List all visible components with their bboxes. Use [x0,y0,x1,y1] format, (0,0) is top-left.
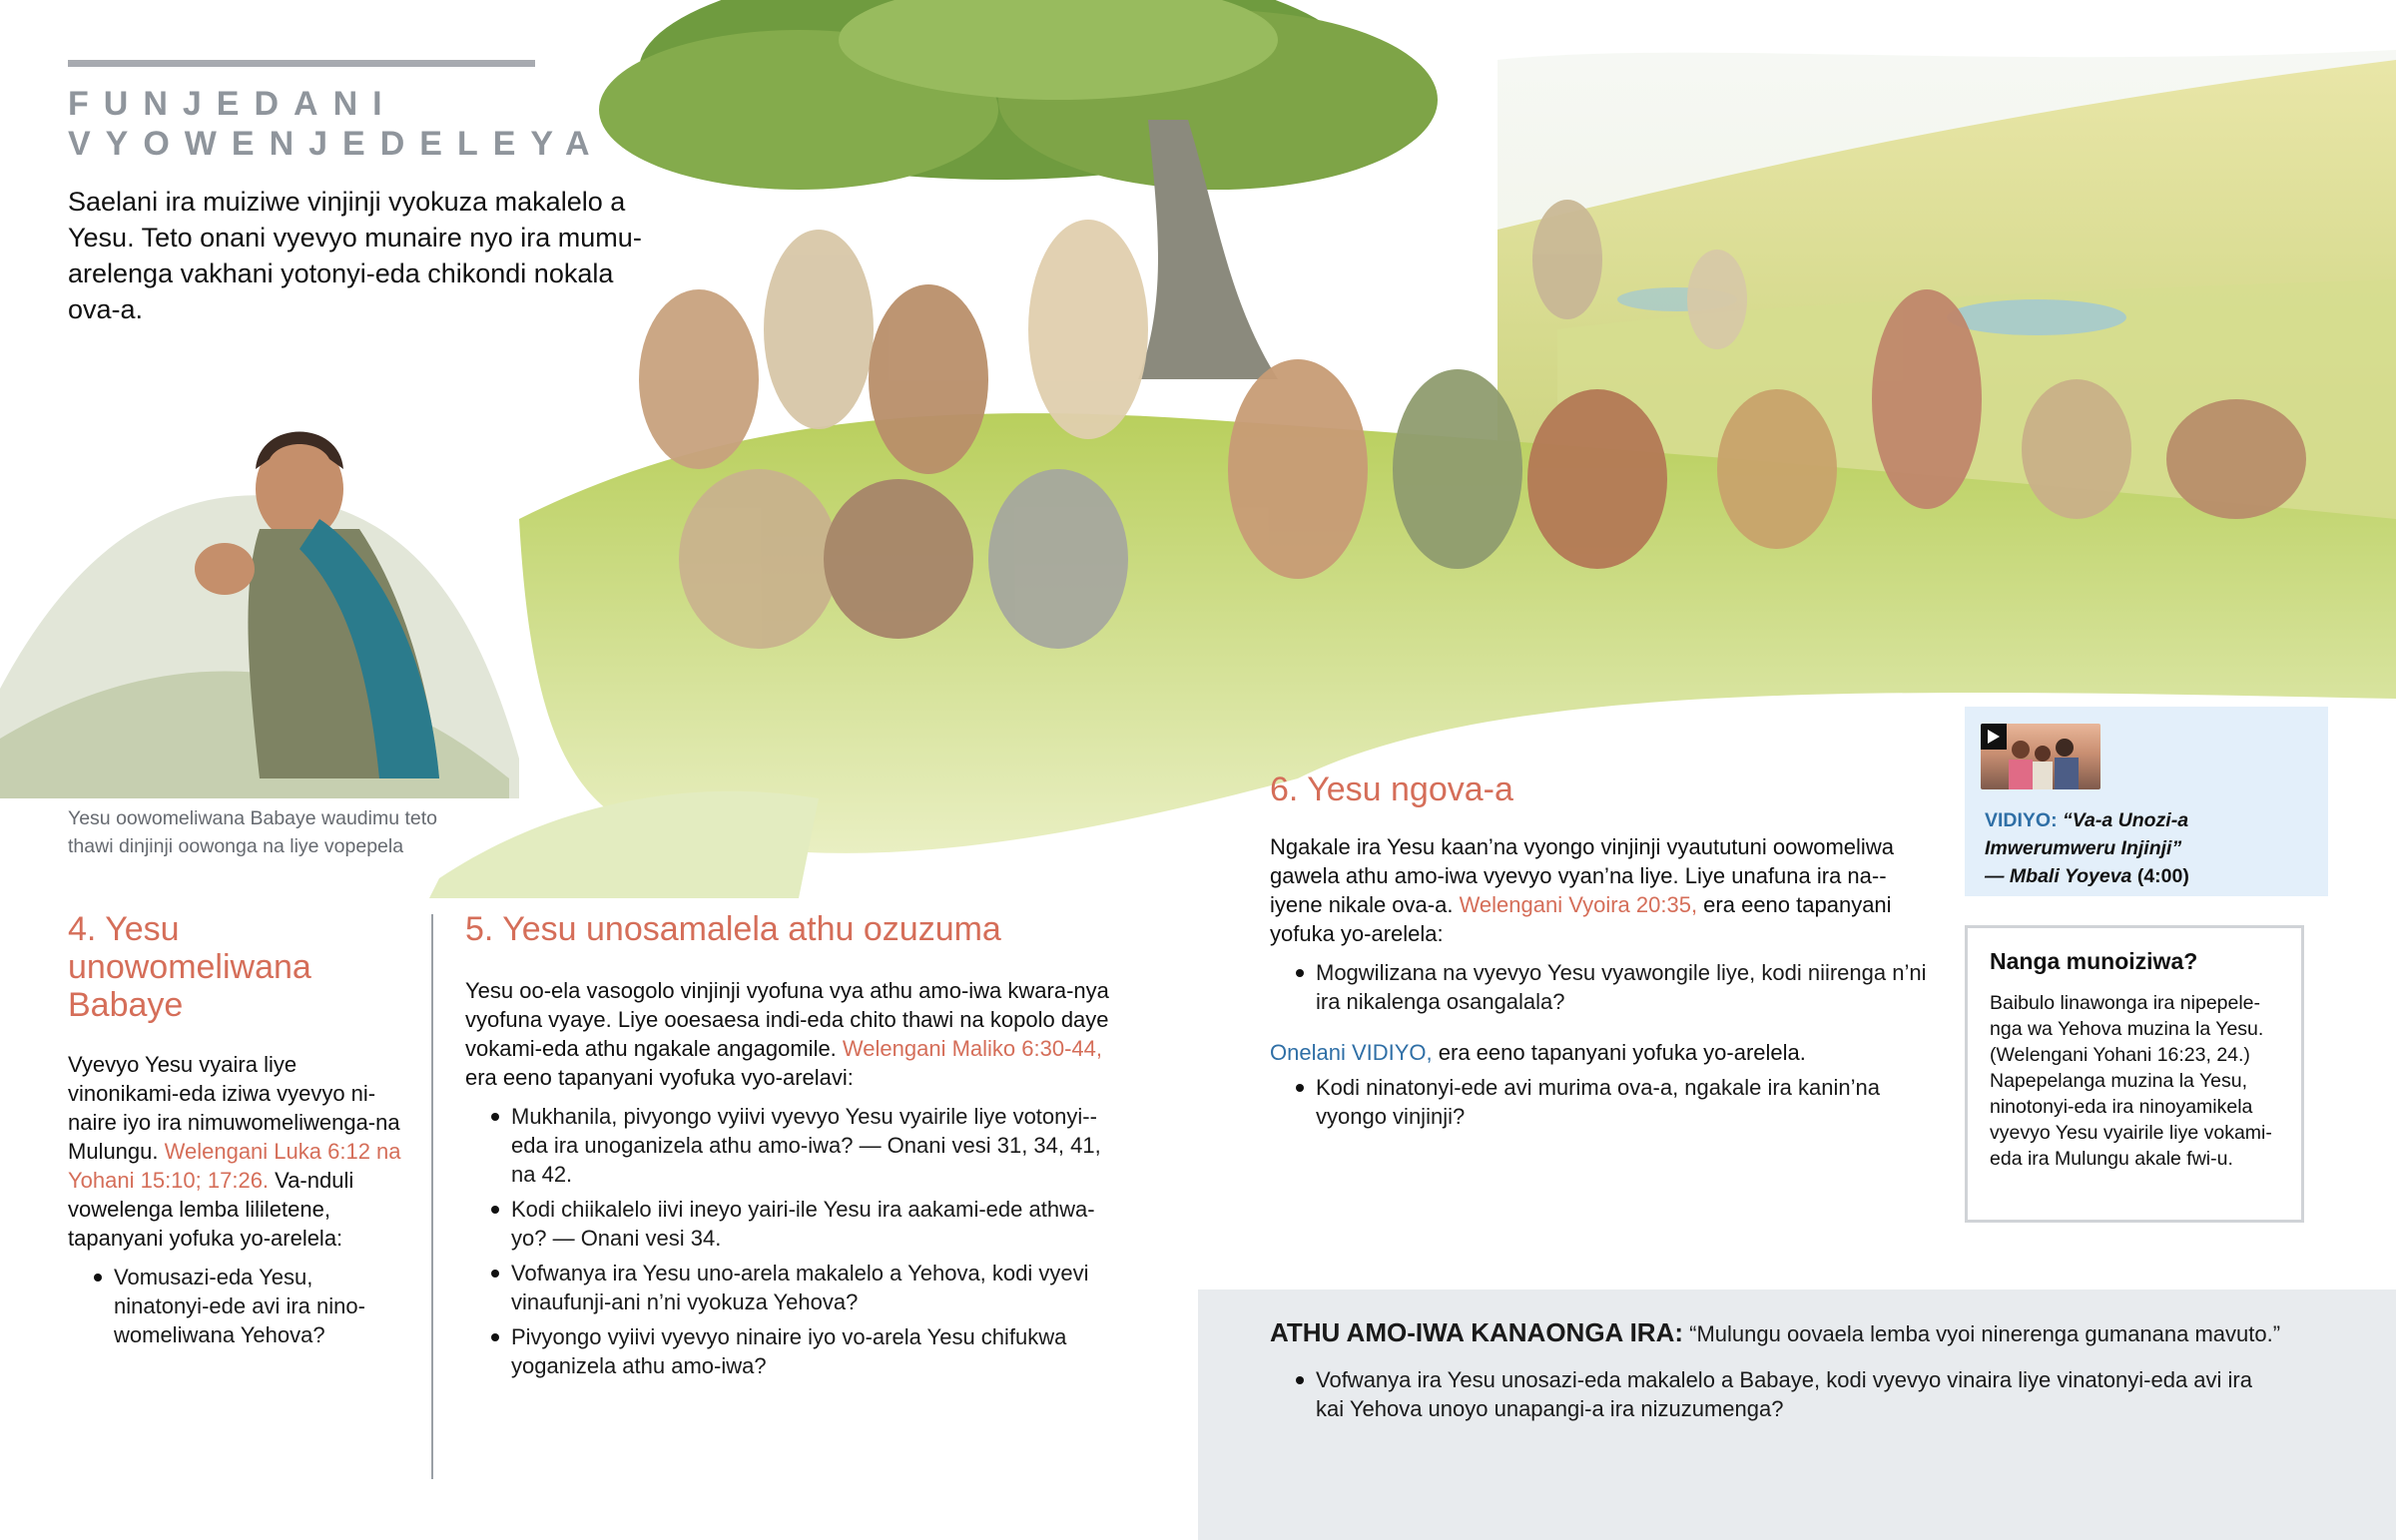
section-5 [465,910,1124,1380]
question-item: Pivyongo vyiivi vyevyo ninaire iyo vo-arela Yesu chifukwa yoganizela athu amo-iwa? [465,1322,1124,1380]
illustration-caption: Yesu oowomeliwana Babaye waudimu teto thawi dinjinji oowonga na liye vopepela [68,807,438,857]
video-box[interactable] [1965,707,2328,896]
others-say-box [1198,1289,2396,1540]
did-you-know-body: Baibulo linawonga ira nipepele-nga wa Yehova muzina la Yesu. (Welengani Yohani 16:23, 24.) Napepelanga muzina la Yesu, ninotonyi-eda ira ninoyamikela vyevyo Yesu vyairile liye vokami-eda ira Mulungu akale fwi-u. [1990,992,2272,1170]
question-item: Vofwanya ira Yesu uno-arela makalelo a Yehova, kodi vyevi vinaufunji-ani n’ni vyokuza Yehova? [465,1259,1124,1316]
section-5-questions [465,1102,1124,1380]
section-6-body: Ngakale ira Yesu kaan’na vyongo vinjinji vyaututuni oowomeliwa gawela athu amo-iwa vyevyo vyan’na liye. Liye unafuna ira na--iyene nikale ova-a. Welengani Vyoira 20:35, era eeno tapanyani yofuka yo-arelela: [1270,834,1894,946]
play-icon[interactable] [1981,724,2007,750]
video-thumbnail[interactable] [1981,724,2100,789]
section-4-heading: 4. Yesu unowomeliwana Babaye [68,910,311,1024]
section-4-body: Vyevyo Yesu vyaira liye vinonikami-eda iziwa vyevyo ni-naire iyo ira nimuwomeliwenga-na Mulungu. Welengani Luka 6:12 na Yohani 15:10; 17:26. Va-nduli vowelenga lemba lililetene, tapanyani yofuka yo-arelela: [68,1052,401,1251]
video-prompt-link[interactable]: Onelani VIDIYO, [1270,1040,1433,1065]
question-item: Vomusazi-eda Yesu, ninatonyi-ede avi ira nino-womeliwana Yehova? [68,1263,407,1349]
section-5-heading: 5. Yesu unosamalela athu ozuzuma [465,910,1001,948]
section-5-body: Yesu oo-ela vasogolo vinjinji vyofuna vya athu amo-iwa kwara-nya vyofuna vyaye. Liye ooesaesa indi-eda chito thawi na kopolo daye vokami-eda athu ngakale angagomile. Welengani Maliko 6:30-44, era eeno tapanyani vyofuka vyo-arelavi: [465,978,1109,1090]
section-5-scripture-link[interactable]: Welengani Maliko 6:30-44, [842,1036,1103,1061]
section-4 [68,910,407,1349]
video-label: VIDIYO: [1985,809,2058,831]
question-item: Vofwanya ira Yesu unosazi-eda makalelo a Babaye, kodi vyevyo vinaira liye vinatonyi-eda avi ira kai Yehova unoyo unapangi-a ira nizuzumenga? [1270,1365,2278,1423]
section-6-video-questions [1270,1073,1939,1131]
section-6-heading: 6. Yesu ngova-a [1270,770,1513,808]
others-say-quote: “Mulungu oovaela lemba vyoi ninerenga gumanana mavuto.” [1683,1321,2281,1346]
others-say-label: ATHU AMO-IWA KANAONGA IRA: [1270,1317,1684,1347]
video-duration: (4:00) [2136,865,2189,887]
section-6-questions [1270,958,1939,1016]
section-4-scripture-link[interactable]: Welengani Luka 6:12 na Yohani 15:10; 17:26. [68,1139,401,1193]
column-divider [431,914,433,1479]
did-you-know-title: Nanga munoiziwa? [1990,948,2198,974]
video-subtitle: — Mbali Yoyeva [1985,865,2132,887]
section-6-video-prompt: Onelani VIDIYO, era eeno tapanyani yofuka yo-arelela. [1270,1040,1806,1065]
series-title-line2: VYOWENJEDELEYA [68,125,605,163]
question-item: Mogwilizana na vyevyo Yesu vyawongile liye, kodi niirenga n’ni ira nikalenga osangalala? [1270,958,1939,1016]
header-rule [68,60,535,67]
section-6 [1270,770,1939,1131]
intro-paragraph: Saelani ira muiziwe vinjinji vyokuza makalelo a Yesu. Teto onani vyevyo munaire nyo ira mumu-arelenga vakhani yotonyi-eda chikondi nokala ova-a. [68,187,642,324]
question-item: Mukhanila, pivyongo vyiivi vyevyo Yesu vyairile liye votonyi--eda ira unoganizela athu amo-iwa? — Onani vesi 31, 34, 41, na 42. [465,1102,1124,1189]
did-you-know-box [1965,925,2304,1223]
jesus-praying-illustration [0,359,519,798]
section-6-scripture-link[interactable]: Welengani Vyoira 20:35, [1459,892,1698,917]
section-4-questions [68,1263,407,1349]
others-say-questions [1270,1359,2278,1423]
others-say-statement [1270,1317,2378,1349]
video-caption [1985,806,2314,890]
video-title[interactable]: “Va-a Unozi-a Imwerumweru Injinji” [1985,809,2189,859]
question-item: Kodi chiikalelo iivi ineyo yairi-ile Yesu ira aakami-ede athwa-yo? — Onani vesi 34. [465,1195,1124,1253]
question-item: Kodi ninatonyi-ede avi murima ova-a, ngakale ira kanin’na vyongo vinjinji? [1270,1073,1939,1131]
series-title-line1: FUNJEDANI [68,85,397,123]
